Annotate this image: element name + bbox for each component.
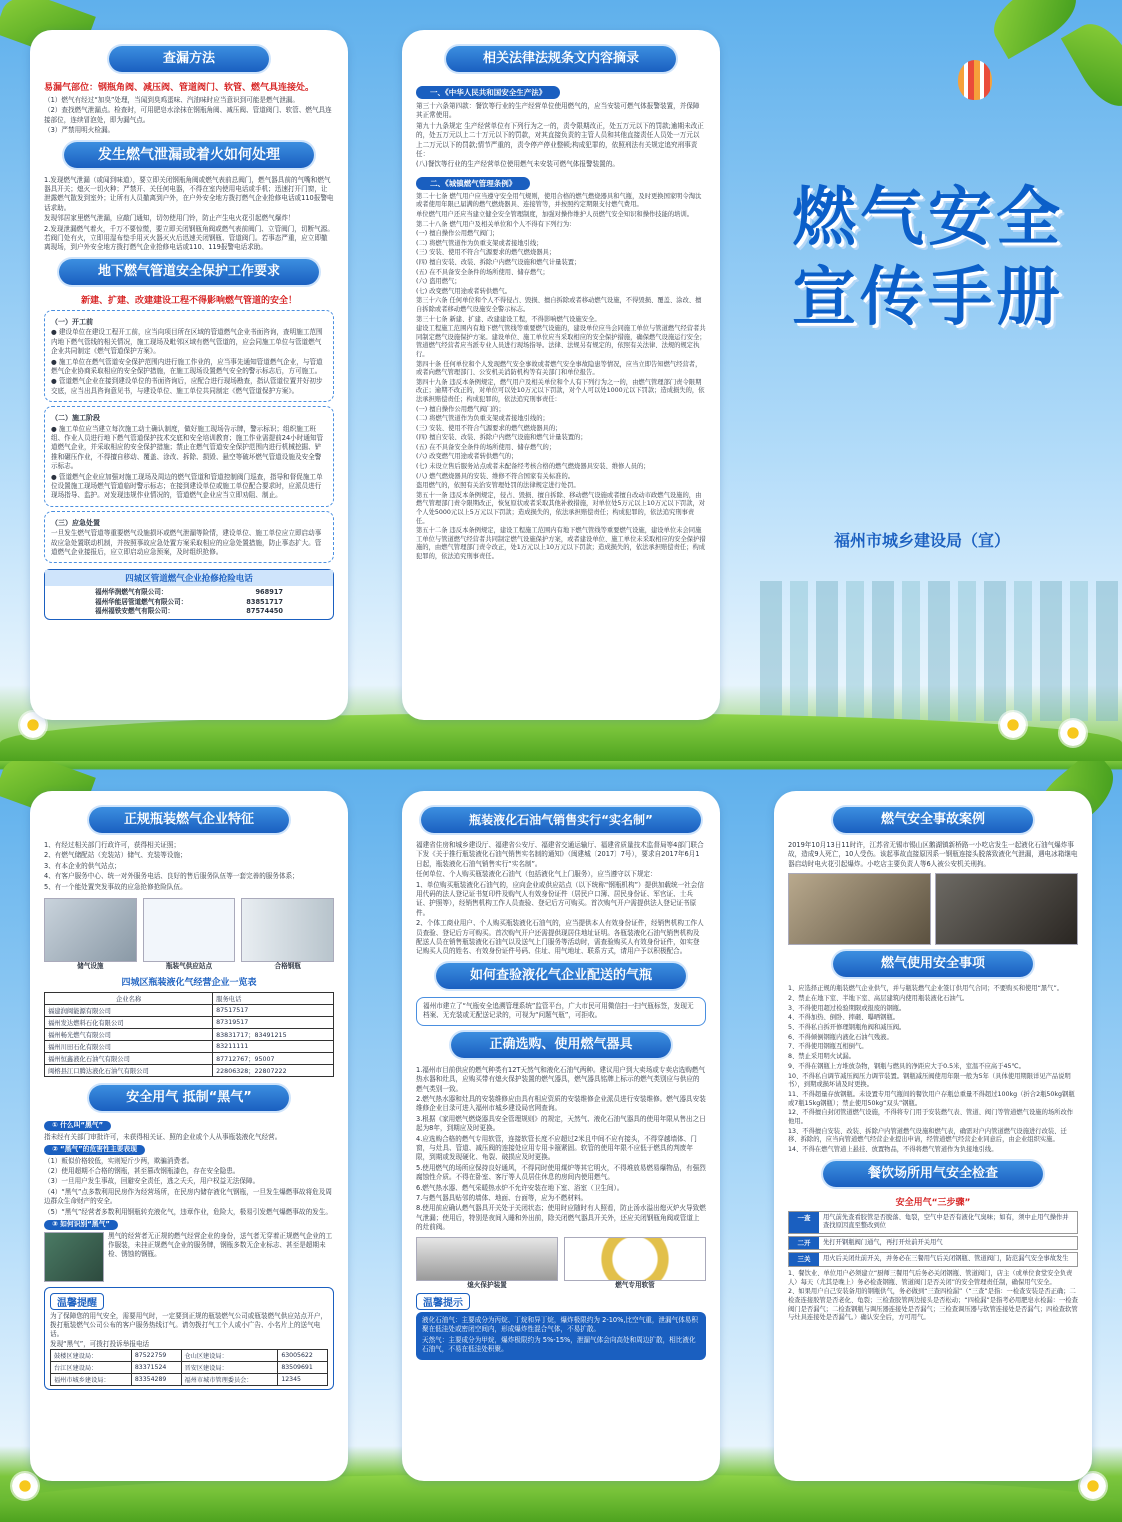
answer: （2）使用超期不合格的钢瓶，甚至篡改钢瓶漆色，存在安全隐患。 bbox=[44, 1167, 240, 1176]
cell: 87522759 bbox=[131, 1350, 181, 1362]
photo-caption: 储气设施 bbox=[77, 962, 104, 971]
answer: （3）一旦用户发生事故，回避安全责任，逃之夭夭，用户权益无法保障。 bbox=[44, 1177, 260, 1186]
law-clause: 建设工程施工范围内有地下燃气管线等重要燃气设施的，建设单位应当会同施工单位与管道燃气经营者共同制定燃气设施保护方案。建设单位、施工单位应当采取相应的安全保护措施，确保燃气设施运行安全；管道燃气经营者应当派专业人员进行现场指导。法律、法规另有规定的，依照有关法律、法规的规定执行。 bbox=[416, 325, 706, 358]
law-clause: 第二十七条 燃气用户应当遵守安全用气规则，使用合格的燃气燃烧器具和气瓶，及时更换国家明令淘汰或者使用年限已届满的燃气燃烧器具、连接管等，并按照约定期限支付燃气费用。 bbox=[416, 192, 702, 209]
law-clause: (五) 在不具备安全条件的场所使用、储存燃气； bbox=[416, 268, 549, 276]
col-header: 企业名称 bbox=[45, 993, 213, 1005]
step-text: 用气前先查看胶管是否脱落、龟裂，空气中是否有液化气臭味；如有，须中止用气操作并查找原因直至整改到位 bbox=[823, 1213, 1069, 1230]
accident-photos bbox=[788, 873, 1078, 945]
company: 福州福铁安燃气有限公司： bbox=[95, 607, 175, 616]
company: 福州华润燃气有限公司： bbox=[95, 588, 168, 597]
photo-card bbox=[564, 1237, 706, 1290]
photo-caption: 瓶装气供应站点 bbox=[165, 962, 213, 971]
three-steps-title: 安全用气“三步骤” bbox=[895, 1197, 971, 1208]
appliance-photos bbox=[416, 1237, 706, 1290]
cell: 87712767；95007 bbox=[213, 1053, 334, 1065]
law-clause: (八) 燃气燃烧器具的安装、维修不符合国家有关标准的。 bbox=[416, 472, 575, 480]
facility-photos bbox=[44, 898, 334, 971]
paragraph: 2、个体工商业用户、个人购买瓶装液化石油气的，应当提供本人有效身份证件，经销售机构工作人员查验、登记后方可购买。首次购气开户还需提供现居住地址证明。各瓶装液化石油气销售机构及配送人员在销售瓶装液化石油气以及送气上门服务等活动时，需查验购买人有效身份证件，如实登记购买人员的姓名、有效身份证件号码、住址、用气地址、联系方式，请用户予以积极配合。 bbox=[416, 919, 704, 956]
requirement: 一旦发生燃气管道等重要燃气设施损坏或燃气泄漏等险情，建设单位、施工单位应立即启动事故应急处置联动机制，并按照事故应急处置方案采取相应的应急处置措施，防止事态扩大。管道燃气企业接报后，应立即启动应急预案，及时组织抢修。 bbox=[51, 529, 322, 556]
case-text: 2019年10月13日11时许，江苏省无锡市锡山区鹅湖镇新桥路一小吃店发生一起液化石油气爆炸事故，造成9人死亡，10人受伤。该起事故直接原因系一钢瓶连接头脱落致液化气泄漏，遇电冰箱继电器启动时电火花引起爆炸。小吃店主要负责人等6人被公安机关刑拘。 bbox=[788, 841, 1078, 868]
reminder-text: 为了保障您的用气安全，需要用气时，一定要到正规的瓶装燃气公司或瓶装燃气供应站点开户，拨打瓶装燃气公司公布的客户服务热线订气。请勿拨打气工个人或小广告、小名片上的送气电话。 bbox=[50, 1311, 327, 1339]
supply-station-illustration bbox=[143, 898, 236, 962]
paragraph: 任何单位、个人购买瓶装液化石油气（包括液化气上门服务），应当遵守以下规定： bbox=[416, 870, 657, 879]
tip-item: 液化石油气：主要成分为丙烷、丁烷和异丁烷，爆炸极限约为 2-10%,比空气重，泄漏气体易积聚在低洼处或密闭空间内，形成爆炸性混合气体，不易扩散。 bbox=[422, 1316, 698, 1334]
report-text: 发现“黑气”，可拨打投诉举报电话 bbox=[50, 1339, 150, 1348]
subsection-title: （二）施工阶段 bbox=[51, 414, 100, 423]
answer: 指未经有关部门审批许可，未获得相关证、照的企业或个人从事瓶装液化气经营。 bbox=[44, 1132, 282, 1141]
pipe-warning: 新建、扩建、改建建设工程不得影响燃气管道的安全！ bbox=[80, 295, 297, 306]
check-item: （3）严禁用明火检漏。 bbox=[44, 126, 115, 135]
answer: （1）贩似价格较低，实则短斤少两，欺骗消费者。 bbox=[44, 1156, 194, 1165]
law-title: 一、《中华人民共和国安全生产法》 bbox=[416, 86, 560, 99]
enterprise-table bbox=[44, 992, 334, 1077]
section-title: 安全用气 抵制“黑气” bbox=[89, 1085, 289, 1111]
law2-text bbox=[416, 193, 706, 562]
step-tag: 二开 bbox=[789, 1237, 819, 1250]
leaf-decoration bbox=[1061, 14, 1122, 117]
safety-item: 3、不得使用超过检验期限或报废的钢瓶。 bbox=[788, 1004, 906, 1012]
repair-row bbox=[95, 598, 283, 607]
panel-check-leak bbox=[30, 30, 348, 720]
cell: 福州畅光燃气有限公司 bbox=[45, 1029, 213, 1041]
table-row bbox=[45, 1065, 334, 1077]
law-clause: 第三十六条第四款：餐饮等行业的生产经营单位使用燃气的，应当安装可燃气体报警装置，并保障其正常使用。 bbox=[416, 102, 700, 120]
rule-item: 1、餐饮业、单位用户必须建立“厨师三餐用气后务必关闭钢瓶、管道阀门，店主（或单位食堂安全负责人）每天（尤其是晚上）务必检查钢瓶、管道阀门是否关闭”的安全管理责任制，确保用气安全。 bbox=[788, 1269, 1073, 1286]
hotline-row bbox=[51, 1362, 328, 1374]
section-title: 查漏方法 bbox=[109, 46, 269, 72]
section-title: 燃气安全事故案例 bbox=[833, 807, 1033, 833]
subsection-title: （三）应急处置 bbox=[51, 518, 100, 527]
step-row bbox=[788, 1211, 1078, 1234]
cell: 台江区建设局： bbox=[51, 1362, 132, 1374]
appliance-item: 1.福州市目前供应的燃气种类有12T天然气和液化石油气两种。建议用户到大卖场或专卖店选购燃气热水器和灶具，应购买带有熄火保护装置的燃气器具，燃气器具铭牌上标示的燃气类别应与供应的燃气类别一致。 bbox=[416, 1065, 706, 1093]
safety-item: 9、不得在钢瓶上方堆放杂物，钢瓶与燃具的净距应大于0.5米，室温不应高于45℃。 bbox=[788, 1062, 1025, 1070]
cell: 83354289 bbox=[131, 1374, 181, 1386]
black-gas-cylinders-photo bbox=[44, 1232, 104, 1282]
reminder-box bbox=[44, 1287, 334, 1391]
hotline-row bbox=[51, 1350, 328, 1362]
safety-list bbox=[788, 985, 1078, 1155]
rule-item: 2、如果用户自己安装备用的钢瓶供气，务必做到“三查四检漏”（“三查”是指：一检查安装是否正确；二检查连接胶管是否老化、龟裂；三检查胶管两边接头是否松动；“四检漏”是指考必用肥皂水检漏：一检查阀门是否漏气；二检查钢瓶与调压器连接处是否漏气；三检查调压器与软管连接处是否漏气；四检查软管与灶具连接处是否漏气。）确认安全后，方可用气。 bbox=[788, 1288, 1078, 1322]
cell: 83371524 bbox=[131, 1362, 181, 1374]
pipe-requirements bbox=[44, 511, 334, 564]
answer: （4）“黑气”点多数利用民房作为经营场所，在民房内储存液化气钢瓶，一旦发生爆燃事故将危及周边群众生命财产的安全。 bbox=[44, 1187, 332, 1206]
law-clause: (六) 改变燃气用途或者转供燃气的； bbox=[416, 453, 518, 461]
leak-parts: 易漏气部位：钢瓶角阀、减压阀、管道阀门、软管、燃气具连接处。 bbox=[44, 83, 315, 93]
restaurant-rules bbox=[788, 1270, 1078, 1323]
law-clause: (四) 擅自安装、改装、拆除户内燃气设施和燃气计量装置的； bbox=[416, 434, 587, 442]
law-clause: (三) 安装、使用不符合气源要求的燃气燃烧器具的； bbox=[416, 424, 562, 432]
law-clause: 第三十六条 任何单位和个人不得侵占、毁损、擅自拆除或者移动燃气设施，不得毁损、覆盖、涂改、擅自拆除或者移动燃气设施安全警示标志。 bbox=[416, 297, 702, 313]
step-row bbox=[788, 1252, 1078, 1267]
tip-title: 温馨提示 bbox=[416, 1293, 470, 1310]
daisy-decoration bbox=[1080, 1473, 1106, 1499]
safety-item: 4、不得加热、倒卧、摔砸、曝晒钢瓶。 bbox=[788, 1014, 900, 1022]
law-clause: 第三十七条 新建、扩建、改建建设工程，不得影响燃气设施安全。 bbox=[416, 315, 601, 323]
law-clause: (三) 安装、使用不符合气源要求的燃气燃烧器具； bbox=[416, 249, 556, 257]
law-clause: (六) 盗用燃气； bbox=[416, 278, 461, 286]
cell: 87517517 bbox=[213, 1005, 334, 1017]
step-row bbox=[788, 1236, 1078, 1251]
paragraph: 1、单位购买瓶装液化石油气的，应向企业或供应站点（以下统称“钢瓶机构”）提供加载统一社会信用代码的法人登记证书复印件及购气人有效身份证件（居民户口簿、居民身份证、军官证、士兵证、护照等），经销售机构工作人员查验、登记后方可购买。首次购气开户需提供法人登记证书原件。 bbox=[416, 880, 704, 917]
step-tag: 三关 bbox=[789, 1253, 819, 1266]
law-clause: (七) 改变燃气用途或者转供燃气。 bbox=[416, 287, 512, 295]
leak-item: 2.发现泄漏燃气着火，千万不要惊慌，要立即关闭钢瓶角阀或燃气表前阀门、立管阀门，切断气源。若阀门处有火，立即用湿布垫手用灭火器灭火后迅速关闭钢瓶、管道阀门。若事态严重，应立即撤离现场，到户外安全地方拨打燃气企业抢修电话或110、119报警电话求助。 bbox=[44, 224, 334, 252]
feature-item: 1、有经过相关部门行政许可，获得相关证照； bbox=[44, 841, 181, 849]
answer: 黑气的经营者无正规的燃气经营企业的身份，送气者无穿着正规燃气企业的工作服装，未挂正规燃气企业的服务牌，钢瓶多数无企业标志、甚至是超期未检、锈蚀的钢瓶。 bbox=[108, 1231, 333, 1259]
law-clause: 第五十一条 违反本条例规定，侵占、毁损、擅自拆除、移动燃气设施或者擅自改动市政燃气设施的，由燃气管理部门责令限期改正，恢复原状或者采取其他补救措施，对单位处5万元以上10万元以下罚款，对个人处5000元以上5万元以下罚款；造成损失的，依法承担赔偿责任；构成犯罪的，依法追究刑事责任。 bbox=[416, 491, 706, 525]
law-clause: (一) 擅自操作公用燃气阀门的； bbox=[416, 405, 505, 413]
law-clause: (八)餐饮等行业的生产经营单位使用燃气未安装可燃气体报警装置的。 bbox=[416, 160, 619, 169]
company: 福州华能居管道燃气有限公司： bbox=[95, 597, 188, 606]
gas-hose-photo bbox=[564, 1237, 706, 1281]
law-clause: (一) 擅自操作公用燃气阀门； bbox=[416, 230, 499, 238]
feature-item: 5、有一个能处置突发事故的应急抢修抢险队伍。 bbox=[44, 882, 187, 891]
grass bbox=[0, 1474, 1122, 1522]
cell: 63005622 bbox=[278, 1350, 328, 1362]
col-header: 服务电话 bbox=[213, 993, 334, 1005]
panel-real-name bbox=[402, 791, 720, 1481]
photo-caption: 合格钢瓶 bbox=[274, 962, 301, 971]
table-row bbox=[45, 1017, 334, 1029]
cell: 12345 bbox=[278, 1374, 328, 1386]
law-clause: 第四十九条 违反本条例规定，燃气用户及相关单位和个人有下列行为之一的，由燃气管理部门责令限期改正；逾期不改正的，对单位可以处10万元以下罚款，对个人可以处1000元以下罚款；造成损失的，依法承担赔偿责任；构成犯罪的，依法追究刑事责任： bbox=[416, 378, 705, 403]
law-clause: 第四十条 任何单位和个人发现燃气安全事故或者燃气安全事故隐患等情况，应当立即告知燃气经营者，或者向燃气管理部门、公安机关消防机构等有关部门和单位报告。 bbox=[416, 360, 702, 377]
cell: 22806328；22807222 bbox=[213, 1065, 334, 1077]
requirement: ● 管道燃气企业应加强对施工现场及周边的燃气管道和管道控制阀门巡查，指导和督促施工单位设置施工现场燃气管道临时警示标志；在接到建设单位或施工单位配合要求时，应派员进行现场指导、监护。对发现违规作业情况的，管道燃气企业应当立即劝阻、制止。 bbox=[51, 472, 323, 500]
requirement: ● 施工单位在燃气管道安全保护范围内进行施工作业的，应当事先通知管道燃气企业，与管道燃气企业协商采取相应的安全保护措施，在施工现场设置燃气安全的警示标志后，方可施工。 bbox=[51, 357, 323, 375]
appliance-item: 2.燃气热水器和灶具的安装维修应由具有相应资质的安装维修企业派员进行安装维修。燃气器具安装维修企业目录可进入福州市城乡建设局官网查询。 bbox=[416, 1094, 706, 1113]
feature-item: 3、有本企业的供气站点； bbox=[44, 861, 121, 870]
cell: 仓山区建设局： bbox=[181, 1350, 278, 1362]
section-title: 如何查验液化气企业配送的气瓶 bbox=[436, 963, 686, 989]
black-gas-info bbox=[44, 1119, 334, 1281]
law-clause: (二) 将燃气管道作为负重支架或者接地引线的； bbox=[416, 415, 549, 423]
pipe-requirements bbox=[44, 406, 334, 507]
real-name-text bbox=[416, 841, 706, 957]
step-text: 用火后关闭灶前开关，并务必在三餐用气后关闭钢瓶、管道阀门，防范漏气安全事故发生 bbox=[823, 1255, 1069, 1263]
reminder-title: 温馨提醒 bbox=[50, 1293, 104, 1310]
appliance-item: 7.与燃气器具贴邻的墙体、地面、台面等，应为不燃材料。 bbox=[416, 1193, 588, 1202]
photo-caption: 熄火保护装置 bbox=[467, 1280, 507, 1289]
photo-card bbox=[241, 898, 334, 971]
table-row bbox=[45, 1053, 334, 1065]
cell: 87319517 bbox=[213, 1017, 334, 1029]
cell: 晋安区建设局： bbox=[181, 1362, 278, 1374]
leak-list bbox=[44, 176, 334, 253]
table-row bbox=[45, 1029, 334, 1041]
appliance-item: 3.根据《家用燃气燃烧器具安全管理规则》的规定，天然气、液化石油气器具的使用年限从售出之日起为8年，到期应及时更换。 bbox=[416, 1114, 706, 1133]
safety-item: 13、不得擅自安装、改装、拆除户内管道燃气设施和燃气表，确需对户内管道燃气设施进行改装、迁移、拆除的，应当向管道燃气经营企业提出申请，经管道燃气经营企业同意后，由企业组织实施。 bbox=[788, 1127, 1067, 1144]
section-title: 地下燃气管道安全保护工作要求 bbox=[59, 259, 319, 285]
stove-photo bbox=[416, 1237, 558, 1281]
repair-row bbox=[95, 588, 283, 597]
subsection-title: （一）开工前 bbox=[51, 317, 93, 326]
safety-item: 14、不得在燃气管道上悬挂、放置物品，不得将燃气管道作为负接地引线。 bbox=[788, 1146, 998, 1154]
cell: 福州川田石化有限公司 bbox=[45, 1041, 213, 1053]
feature-item: 2、有燃气储配站（充装站）储气、充装等设施； bbox=[44, 851, 187, 860]
cell: 福建润闽能源有限公司 bbox=[45, 1005, 213, 1017]
phone: 83851717 bbox=[246, 597, 283, 606]
section-title: 餐饮场所用气安全检查 bbox=[823, 1161, 1043, 1187]
photo-caption: 燃气专用软管 bbox=[615, 1280, 655, 1289]
step-text: 先打开钢瓶阀门通气，再打开灶前开关用气 bbox=[823, 1238, 943, 1246]
requirement: ● 管道燃气企业在接到建设单位的书面咨询后，应配合进行现场勘查，指认管道位置并好初步交底，应当出具咨询意见书，与建设单位、施工单位共同制定《燃气管道保护方案》。 bbox=[51, 377, 323, 395]
brochure-inner-side bbox=[0, 761, 1122, 1522]
law-clause: 盗用燃气的，依照有关治安管理处罚的法律规定进行处罚。 bbox=[416, 482, 580, 490]
gas-cylinder-photo bbox=[241, 898, 334, 962]
repair-row bbox=[95, 607, 283, 616]
accident-ruins-photo bbox=[935, 873, 1078, 945]
answer: （5）“黑气”经营者多数利用钢瓶转充液化气，违章作业，危险大，极易引发燃气爆燃事故的发生。 bbox=[44, 1207, 332, 1216]
law-clause: (五) 在不具备安全条件的场所使用、储存燃气的； bbox=[416, 443, 556, 451]
table-row bbox=[45, 1041, 334, 1053]
repair-phone-box bbox=[44, 569, 334, 619]
cover-title bbox=[792, 178, 1092, 338]
feature-list bbox=[44, 841, 334, 892]
appliance-item: 5.使用燃气的场所应保持良好通风，不得同时使用煤炉等其它明火，不得堆放易燃易爆物品，有强烈腐蚀性介质。不得在卧室、客厅等人员居住休息的房间内使用燃气。 bbox=[416, 1163, 706, 1182]
leak-item: 发现邻居家里燃气泄漏，应敲门通知，切勿使用门铃，防止产生电火花引起燃气爆炸！ bbox=[44, 214, 295, 223]
hotline-row bbox=[51, 1374, 328, 1386]
safety-item: 7、不得使用钢瓶互相倒气。 bbox=[788, 1043, 868, 1051]
pipe-requirements bbox=[44, 310, 334, 402]
law-clause: (七) 未设立售后服务站点或者未配备经考核合格的燃气燃烧器具安装、维修人员的； bbox=[416, 463, 650, 471]
repair-title: 四城区管道燃气企业抢修抢险电话 bbox=[45, 570, 333, 586]
law-clause: 单位燃气用户还应当建立健全安全管理制度，加强对操作维护人员燃气安全知识和操作技能的培训。 bbox=[416, 211, 694, 219]
cell: 福州发达燃料石化有限公司 bbox=[45, 1017, 213, 1029]
cell: 福州市城乡建设局： bbox=[51, 1374, 132, 1386]
section-title: 相关法律法规条文内容摘录 bbox=[446, 46, 676, 72]
panel-accidents bbox=[774, 791, 1092, 1481]
section-title: 正规瓶装燃气企业特征 bbox=[89, 807, 289, 833]
safety-item: 6、不得倾倒钢瓶内液化石油气残液。 bbox=[788, 1033, 893, 1041]
check-list bbox=[44, 96, 334, 136]
law-clause: 第五十二条 违反本条例规定，建设工程施工范围内有地下燃气管线等重要燃气设施，建设单位未会同施工单位与管道燃气经营者共同制定燃气设施保护方案，或者建设单位、施工单位未采取相应的安全保护措施的，由燃气管理部门责令改正，处1万元以上10万元以下罚款；造成损失的，依法承担赔偿责任；构成犯罪的，依法追究刑事责任。 bbox=[416, 527, 706, 560]
question-tag: ③ 如何识别“黑气” bbox=[44, 1220, 118, 1229]
safety-item: 12、不得擅自封闭管道燃气设施，不得将专门用于安装燃气表、管道、阀门等管道燃气设施的场所改作他用。 bbox=[788, 1109, 1074, 1126]
check-item: （1）燃气有经过“加臭”处理，当闻到臭鸡蛋味、汽油味时应当意识到可能是燃气泄漏。 bbox=[44, 96, 299, 104]
enterprise-list-title: 四城区瓶装液化气经营企业一览表 bbox=[121, 978, 257, 989]
law-clause: 第二十八条 燃气用户及相关单位和个人不得有下列行为： bbox=[416, 220, 576, 228]
daisy-decoration bbox=[12, 1473, 38, 1499]
requirement: ● 建设单位在建设工程开工前，应当向项目所在区域的管道燃气企业书面咨询，查明施工范围内地下燃气管线的相关情况，施工现场及毗邻区域有燃气管道的，应会同施工单位与管道燃气企业共同制定《燃气管道保护方案》。 bbox=[51, 328, 323, 356]
safety-item: 8、禁止采用明火试漏。 bbox=[788, 1053, 855, 1061]
table-row bbox=[45, 1005, 334, 1017]
leak-item: 1.发现燃气泄漏（或闻到味道），要立即关闭钢瓶角阀或燃气表前总阀门，燃气器具前的气嘴和燃气器具开关；熄灭一切火种；严禁开、关任何电器，不得在室内使用电话或手机；迅速打开门窗，让泄露燃气散发到室外；让所有人员撤离到户外，在户外安全地方拨打燃气企业抢修电话或110报警电话求助。 bbox=[44, 175, 334, 212]
safety-item: 10、不得私自调节减压阀压力调节装置。钢瓶减压阀使用年限一般为5年（具体使用期限详见产品说明书），到期或损坏请及时更换。 bbox=[788, 1072, 1071, 1089]
cover-title-line: 宣传手册 bbox=[792, 261, 1064, 335]
appliance-list bbox=[416, 1066, 706, 1233]
law-clause: (二) 将燃气管道作为负重支架或者接地引线； bbox=[416, 239, 543, 247]
table-header bbox=[45, 993, 334, 1005]
tip-item: 天然气：主要成分为甲烷，爆炸极限约为 5%-15%，泄漏气体会向高处和周边扩散，相比液化石油气，不易在低洼处积聚。 bbox=[422, 1335, 696, 1354]
section-title: 正确选购、使用燃气器具 bbox=[451, 1032, 671, 1058]
storage-tanks-photo bbox=[44, 898, 137, 962]
cover-title-line: 燃气安全 bbox=[792, 181, 1064, 255]
feature-item: 4、有客户服务中心、统一对外服务电话、良好的售后服务队伍等一套完善的服务体系； bbox=[44, 872, 299, 881]
tip-box bbox=[416, 1312, 706, 1360]
section-title: 发生燃气泄漏或着火如何处理 bbox=[64, 142, 314, 168]
identify-row bbox=[44, 1232, 334, 1282]
safety-item: 5、不得私自拆开修理钢瓶角阀和减压阀。 bbox=[788, 1024, 906, 1032]
photo-card bbox=[143, 898, 236, 971]
appliance-item: 4.应选购合格的燃气专用软管，连接软管长度不应超过2米且中间不应有接头，不得穿越墙体、门窗，与灶具、管道、减压阀的连接处应用专用卡箍紧固。软管的使用年限不应低于燃具的判废年限，到期或发现硬化、龟裂、破损应及时更换。 bbox=[416, 1134, 697, 1162]
cell: 83509691 bbox=[278, 1362, 328, 1374]
appliance-item: 8.使用前应确认燃气器具开关处于关闭状态；使用时应随时有人照看，防止汤水溢出熄灭炉火导致燃气泄漏；使用后，特别是夜间入睡和外出前，除关闭燃气器具开关外，还应关闭钢瓶角阀或管道上的灶前阀。 bbox=[416, 1204, 706, 1232]
law-clause: (四) 擅自安装、改装、拆除户内燃气设施和燃气计量装置； bbox=[416, 259, 581, 266]
step-tag: 一查 bbox=[789, 1212, 819, 1233]
photo-card bbox=[44, 898, 137, 971]
cell: 鼓楼区建设局： bbox=[51, 1350, 132, 1362]
section-title: 燃气使用安全事项 bbox=[833, 951, 1033, 977]
law1-text bbox=[416, 102, 706, 170]
panel-laws bbox=[402, 30, 720, 720]
safety-item: 11、不得超量存放钢瓶。未设置专用气瓶间的餐饮用户存瓶总重量不得超过100kg（折合2瓶50kg钢瓶或7瓶15kg钢瓶）；禁止使用50kg“双头”钢瓶。 bbox=[788, 1090, 1075, 1107]
hot-air-balloon bbox=[958, 60, 992, 100]
city-skyline bbox=[760, 581, 1122, 721]
requirement: ● 施工单位应当建立每次施工动土确认制度，做好施工现场告示牌，警示标识；组织施工班组、作业人员进行地下燃气管道保护技术交底和安全培训教育；施工作业需提前24小时通知管道燃气企业，并采取相应的安全保护措施；禁止在燃气管道安全保护范围内进行机械挖掘、铲推和碾压作业，不得擅自移动、覆盖、涂改、拆除、损毁、悬空等破坏燃气管道设施及安全警示标志。 bbox=[51, 424, 324, 471]
cell: 83211111 bbox=[213, 1041, 334, 1053]
section-title: 瓶装液化石油气销售实行“实名制” bbox=[421, 807, 701, 833]
appliance-item: 6.燃气热水器、燃气采暖热水炉不允许安装在地下室、浴室（卫生间）。 bbox=[416, 1183, 624, 1192]
hotline-table bbox=[50, 1349, 328, 1386]
photo-card bbox=[416, 1237, 558, 1290]
law-title: 二、《城镇燃气管理条例》 bbox=[416, 177, 530, 190]
cell: 83831717；83491215 bbox=[213, 1029, 334, 1041]
law-clause: 第九十九条规定 生产经营单位有下列行为之一的，责令限期改正，处五万元以下的罚款;逾期未改正的，处五万元以上二十万元以下的罚款，对其直接负责的主管人员和其他直接责任人员处一万元以上二万元以下的罚款;情节严重的，责令停产停业整顿;构成犯罪的，依照刑法有关规定追究刑事责任： bbox=[416, 121, 704, 159]
cell: 福州恒鑫液化石油气有限公司 bbox=[45, 1053, 213, 1065]
question-tag: ① 什么叫“黑气” bbox=[44, 1121, 111, 1130]
paragraph: 福建省住房和城乡建设厅、福建省公安厅、福建省交通运输厅、福建省质量技术监督局等4部门联合下发《关于推行瓶装液化石油气销售实名制的通知》（闽建城〔2017〕7号），要求自2017年6月1日起，瓶装液化石油气销售实行“实名制”。 bbox=[416, 841, 704, 868]
question-tag: ② “黑气”的危害性主要表现 bbox=[44, 1145, 145, 1154]
daisy-decoration bbox=[1000, 712, 1026, 738]
safety-item: 2、禁止在地下室、半地下室、高层建筑内使用瓶装液化石油气。 bbox=[788, 994, 969, 1002]
panel-legal-enterprise bbox=[30, 791, 348, 1481]
phone: 87574450 bbox=[246, 607, 283, 616]
check-item: （2）查找燃气泄漏点。检查时，可用肥皂水涂抹在钢瓶角阀、减压阀、管道阀门、软管、燃气具连接部位，连续冒泡处，即为漏气点。 bbox=[44, 106, 332, 124]
publisher: 福州市城乡建设局（宣） bbox=[834, 531, 1011, 550]
cell: 福州市城市管理委员会： bbox=[181, 1374, 278, 1386]
cell: 闽榕县江口腾达液化石油气有限公司 bbox=[45, 1065, 213, 1077]
check-cylinder-text: 福州市建立了“气瓶安全追溯管理系统”监管平台，广大市民可用微信扫一扫气瓶标签，发现无档案、无充装或无配送记录的，可视为“问题气瓶”，可拒收。 bbox=[416, 997, 706, 1026]
phone: 968917 bbox=[255, 588, 283, 597]
daisy-decoration bbox=[1060, 720, 1086, 746]
accident-scene-photo bbox=[788, 873, 931, 945]
safety-item: 1、应选择正规的瓶装燃气企业供气，并与瓶装燃气企业签订供用气合同；不要购买和使用“黑气”。 bbox=[788, 985, 1063, 993]
